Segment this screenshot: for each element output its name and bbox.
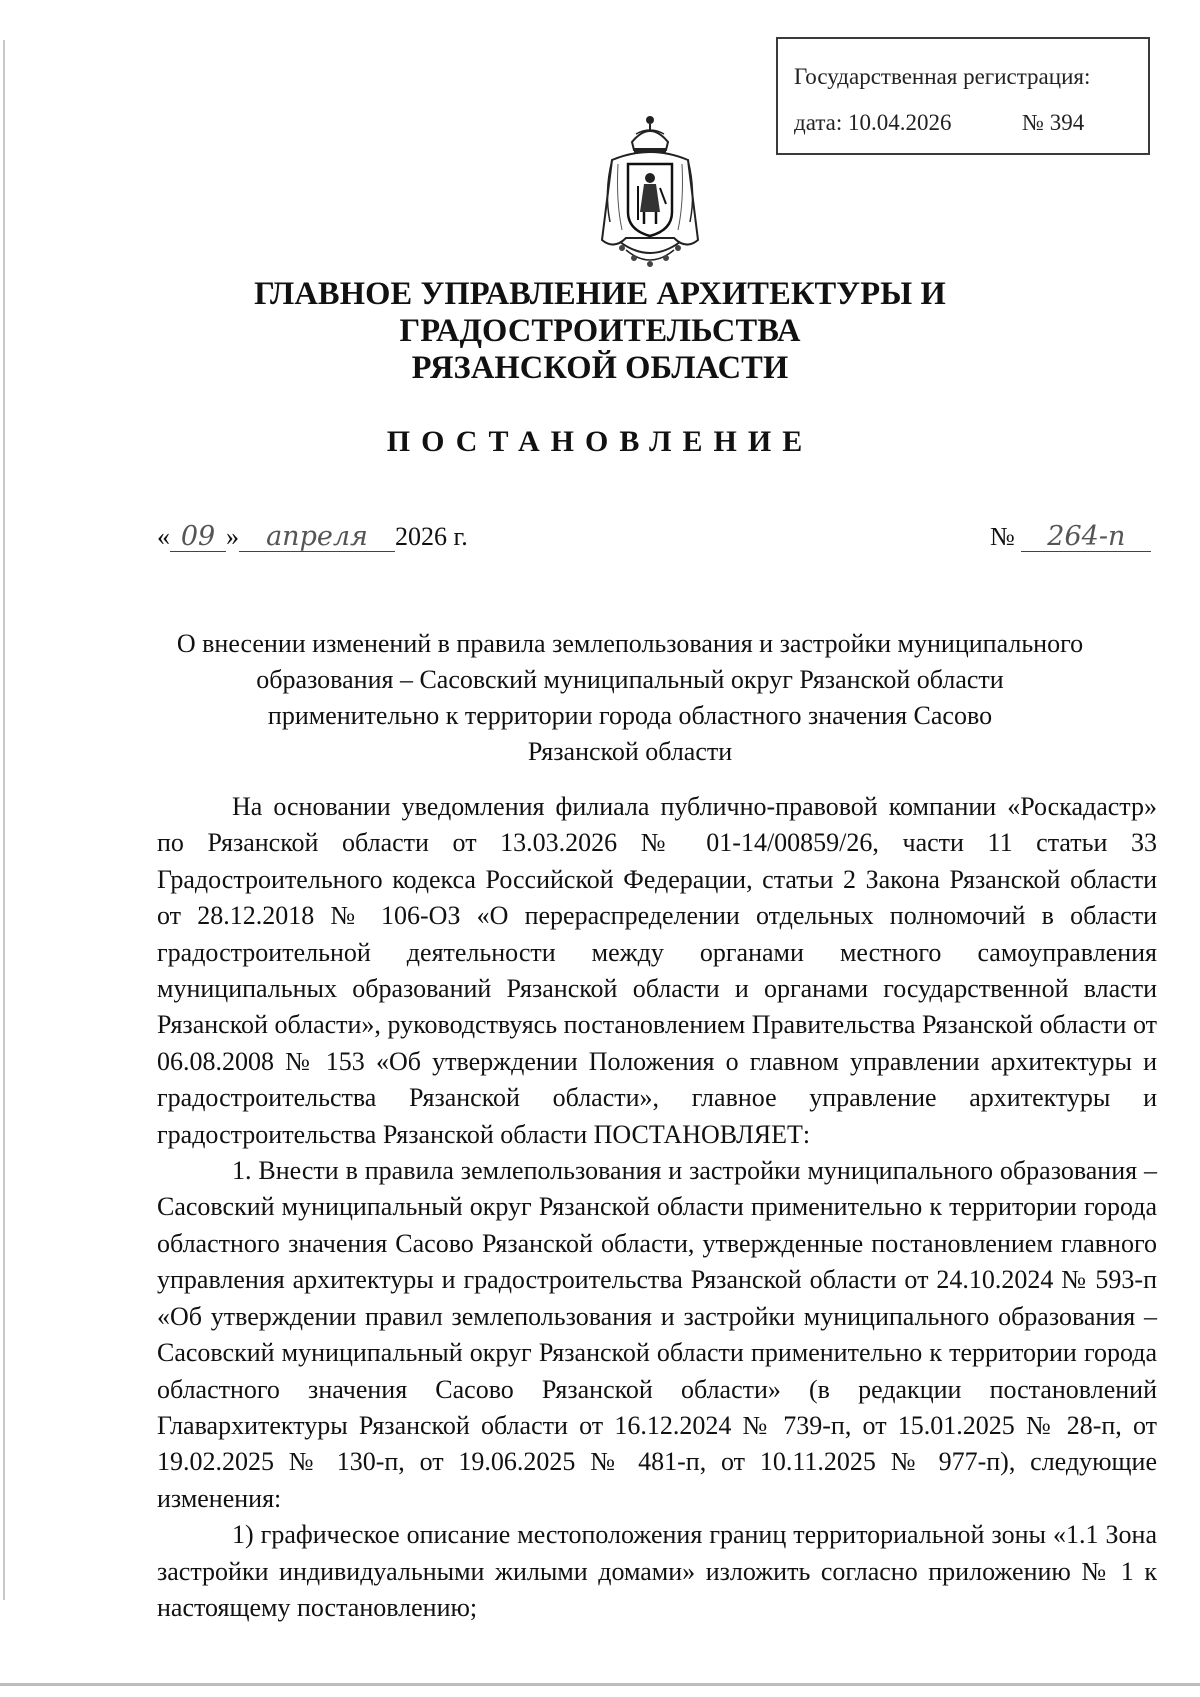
subject-line: применительно к территории города областного значения Сасово [267, 701, 993, 730]
preamble-paragraph: На основании уведомления филиала публично-правовой компании «Роскадастр» по Рязанской области от 13.03.2026 № 01-14/00859/26, части 11 статьи 33 Градостроительного кодекса Российской Федерации, статьи 2 Закона Рязанской области от 28.12.2018 № 106-ОЗ «О перераспределении отдельных полномочий в области градостроительной деятельности между органами местного самоуправления муниципальных образований Рязанской области и органами государственной власти Рязанской области», руководствуясь постановлением Правительства Рязанской области от 06.08.2008 № 153 «Об утверждении Положения о главном управлении архитектуры и градостроительства Рязанской области», главное управление архитектуры и градостроительства Рязанской области ПОСТАНОВЛЯЕТ: [157, 792, 1157, 1149]
organization-title-line: РЯЗАНСКОЙ ОБЛАСТИ [411, 350, 789, 386]
subject-line: образования – Сасовский муниципальный округ Рязанской области [256, 665, 1004, 694]
scan-edge [3, 40, 5, 1600]
document-year: 2026 г. [395, 522, 468, 551]
resolution-item-1: 1. Внести в правила землепользования и застройки муниципального образования – Сасовский муниципальный округ Рязанской области применительно к территории города областного значения Сасово Рязанской области, утвержденные постановлением главного управления архитектуры и градостроительства Рязанской области от 24.10.2024 № 593-п «Об утверждении правил землепользования и застройки муниципального образования – Сасовский муниципальный округ Рязанской области применительно к территории города областного значения Сасово Рязанской области» (в редакции постановлений Главархитектуры Рязанской области от 16.12.2024 № 739-п, от 15.01.2025 № 28-п, от 19.02.2025 № 130-п, от 19.06.2025 № 481-п, от 10.11.2025 № 977-п), следующие изменения: [157, 1156, 1157, 1513]
registration-stamp [776, 37, 1150, 155]
document-subject [130, 626, 1130, 770]
scan-edge [0, 1683, 1200, 1686]
handwritten-number: 264-п [1021, 523, 1151, 552]
document-date [157, 522, 468, 552]
handwritten-month: апреля [239, 523, 395, 552]
organization-title [60, 276, 1140, 387]
registration-number: № 394 [1022, 110, 1085, 135]
quote-close: » [226, 522, 239, 551]
subject-line: О внесении изменений в правила землепользования и застройки муниципального [176, 629, 1084, 658]
number-sign: № [990, 522, 1015, 551]
quote-open: « [157, 522, 170, 551]
document-body [157, 789, 1157, 1626]
document-number [990, 522, 1151, 552]
handwritten-day: 09 [170, 523, 226, 552]
ryazan-coat-of-arms-icon [590, 112, 710, 272]
resolution-subitem-1: 1) графическое описание местоположения границ территориальной зоны «1.1 Зона застройки индивидуальными жилыми домами» изложить согласно приложению № 1 к настоящему постановлению; [157, 1520, 1157, 1622]
organization-title-line: ГЛАВНОЕ УПРАВЛЕНИЕ АРХИТЕКТУРЫ И ГРАДОСТРОИТЕЛЬСТВА [254, 276, 946, 349]
document-type: ПОСТАНОВЛЕНИЕ [386, 425, 814, 458]
subject-line: Рязанской области [527, 737, 733, 766]
registration-date: дата: 10.04.2026 [794, 110, 952, 135]
registration-title: Государственная регистрация: [794, 64, 1091, 89]
